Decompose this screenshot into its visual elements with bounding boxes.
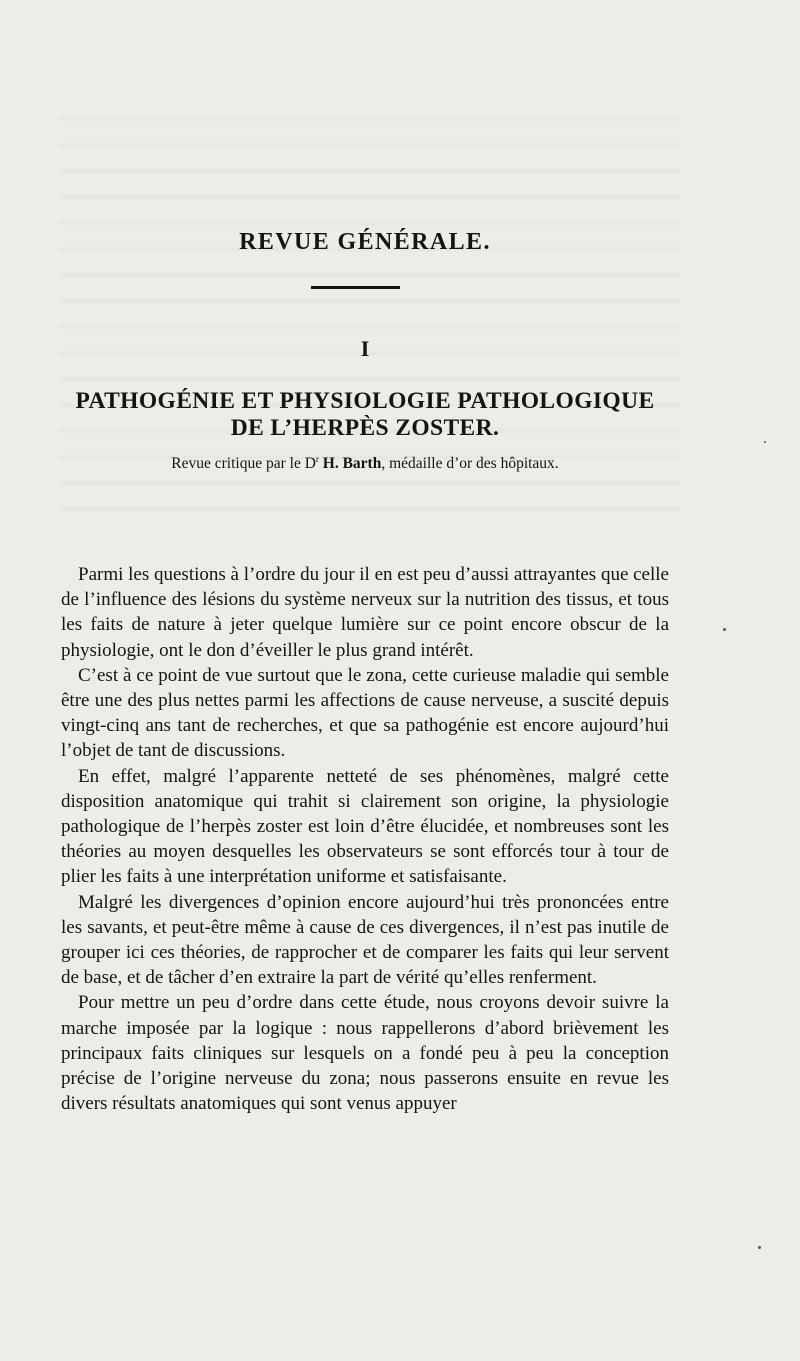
paragraph: En effet, malgré l’apparente netteté de ses phénomènes, malgré cette disposition anatomique qui trahit si clairement son origine, la physiologie pathologique de l’herpès zoster est loin d’être élucidée, et nombreuses sont les théories au moyen desquelles les observateurs se sont efforcés tour à tour de plier les faits à une interprétation uniforme et satisfaisante. [61,765,669,888]
byline-author: H. Barth [322,455,382,473]
article-title [0,388,730,442]
article-title-line-1: PATHOGÉNIE ET PHYSIOLOGIE PATHOLOGIQUE [75,388,655,414]
paragraph: Parmi les questions à l’ordre du jour il en est peu d’aussi attrayantes que celle de l’influence des lésions du système nerveux sur la nutrition des tissus, et tous les faits de nature à jeter quelque lumière sur ce point encore obscur de la physiologie, ont le don d’éveiller le plus grand intérêt. [61,564,669,661]
ink-speck [764,441,766,443]
paragraph: Malgré les divergences d’opinion encore aujourd’hui très prononcées entre les savants, et peut-être même à cause de ces divergences, il n’est pas inutile de grouper ici ces théories, de rapprocher et de comparer les faits qui leur servent de base, et de tâcher d’en extraire la part de vérité qu’elles renferment. [61,891,669,989]
paragraph: Pour mettre un peu d’ordre dans cette étude, nous croyons devoir suivre la marche imposée par la logique : nous rappellerons d’abord brièvement les principaux faits cliniques sur lesquels on a fondé peu à peu la conception précise de l’origine nerveuse du zona; nous passerons ensuite en revue les divers résultats anatomiques qui sont venus appuyer [61,992,669,1115]
ink-speck [723,628,726,631]
ink-speck [758,1246,761,1249]
paragraph: C’est à ce point de vue surtout que le zona, cette curieuse maladie qui semble être une des plus nettes parmi les affections de cause nerveuse, a suscité depuis vingt-cinq ans tant de recherches, et que sa pathogénie est encore aujourd’hui l’objet de tant de discussions. [61,664,669,762]
byline-sup: r [315,454,319,464]
byline-suffix: , médaille d’or des hôpitaux. [381,455,559,473]
article-title-line-2: DE L’HERPÈS ZOSTER. [230,415,500,441]
section-title: REVUE GÉNÉRALE. [239,229,491,255]
article-body [61,562,669,1116]
article-numeral: I [360,336,370,361]
byline [0,454,730,473]
byline-prefix: Revue critique par le D [171,455,316,473]
title-rule [311,286,400,289]
